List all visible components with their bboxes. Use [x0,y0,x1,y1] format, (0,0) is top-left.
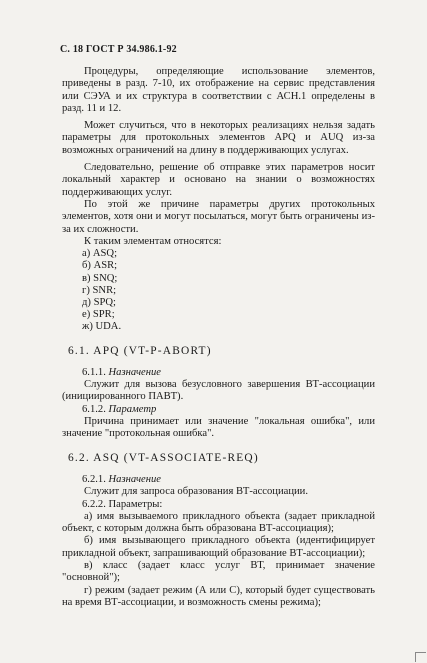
subsection-6-1-1 [62,367,375,379]
subsection-title: Параметр [108,403,157,415]
parameter-mode: г) режим (задает режим (А или С), который будет существовать на время ВТ-ассоциации, и возможность смены режима); [62,584,375,608]
list-intro: К таким элементам относятся: [84,235,222,247]
subsection-6-2-2: 6.2.2. Параметры: [82,498,163,510]
subsection-number: 6.1.2. [82,403,106,415]
paragraph-procedures: Процедуры, определяющие использование элементов, приведены в разд. 7-10, их отображение на сервис представления или СЭУА и их структура в соответствии с АСН.1 определены в разд. 11 и 12. [62,66,375,114]
page-content [62,66,375,609]
paragraph-apq-parameter: Причина принимает или значение "локальная ошибка", или значение "протокольная ошибка". [62,416,375,440]
list-item: б) ASR; [82,260,118,272]
subsection-number: 6.2.1. [82,473,106,485]
parameter-calling-entity: б) имя вызывающего прикладного объекта (идентифицирует прикладной объект, запрашивающий образование ВТ-ассоциации); [62,535,375,559]
paragraph-limitations: Может случиться, что в некоторых реализациях нельзя задать параметры для протокольных элементов APQ и AUQ из-за возможных ограничений на длину в поддерживающих услугах. [62,120,375,156]
section-heading-apq: 6.1. APQ (VT-P-ABORT) [68,344,212,357]
page-header: С. 18 ГОСТ Р 34.986.1-92 [60,44,177,55]
corner-mark [415,652,426,662]
subsection-number: 6.1.1. [82,366,106,378]
subsection-title: Назначение [108,473,162,485]
subsection-title: Назначение [108,366,162,378]
parameter-class: в) класс (задает класс услуг ВТ, принимает значение "основной"); [62,560,375,584]
list-item: д) SPQ; [82,296,116,308]
section-heading-asq: 6.2. ASQ (VT-ASSOCIATE-REQ) [68,451,259,464]
list-item: в) SNQ; [82,272,118,284]
paragraph-other-elements: По этой же причине параметры других протокольных элементов, хотя они и могут посылаться, могут быть ограничены из-за их сложности. [62,198,375,235]
list-item: е) SPR; [82,309,115,321]
subsection-6-2-1 [62,474,375,486]
list-item: г) SNR; [82,284,117,296]
subsection-6-1-2 [62,404,375,416]
paragraph-consequence: Следовательно, решение об отправке этих параметров носит локальный характер и основано на знании о возможностях поддерживающих услуг. [62,162,375,198]
elements-list [62,248,375,333]
paragraph-apq-purpose: Служит для вызова безусловного завершения ВТ-ассоциации (инициированного ПАВТ). [62,379,375,403]
paragraph-asq-purpose: Служит для запроса образования ВТ-ассоциации. [84,486,308,498]
list-item: а) ASQ; [82,248,118,260]
list-item: ж) UDA. [82,321,122,333]
parameter-called-entity: а) имя вызываемого прикладного объекта (задает прикладной объект, с которым должна быть образована ВТ-ассоциация); [62,510,375,535]
